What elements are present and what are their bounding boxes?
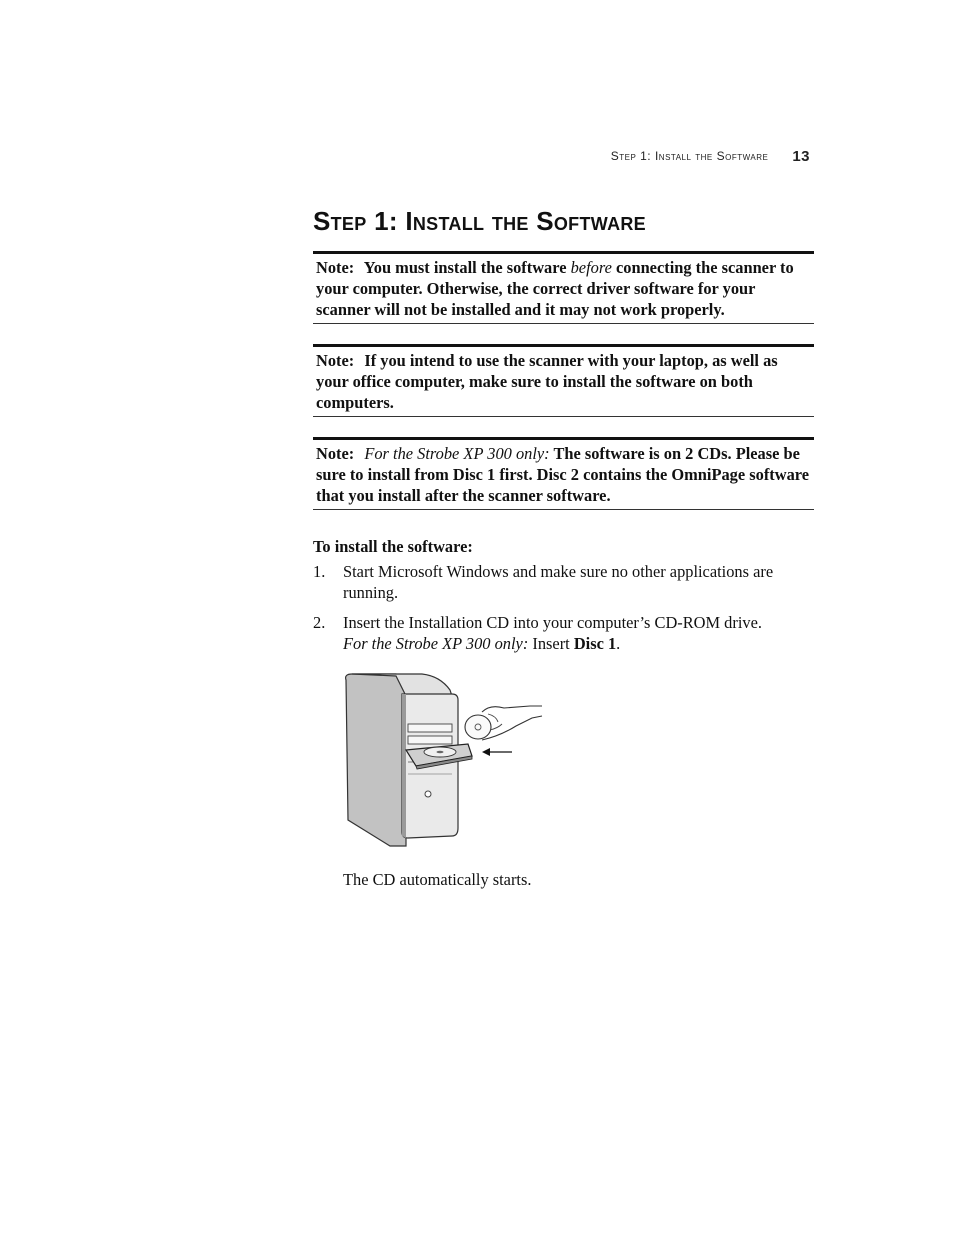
note-emphasis: For the Strobe XP 300 only: [364,444,550,463]
note-label: Note: [316,444,355,463]
note-text: The software is on 2 CDs. Please be sure to install from Disc 1 first. Disc 2 contains the OmniPage software that you install after the scanner software. [316,444,810,505]
step-number: 2. [313,613,326,632]
step-text-block [343,612,813,654]
step-number: 1. [313,562,326,581]
note-emphasis: before [570,258,612,277]
page-title: Step 1: Install the Software [313,206,646,236]
running-header [560,148,810,165]
note-laptop-office [313,344,814,417]
note-label: Note: [316,351,355,370]
note-text-before: You must install the software [363,258,567,277]
note-label: Note: [316,258,355,277]
page-number: 13 [792,148,810,165]
step-period: . [616,634,621,653]
running-header-section: Step 1: Install the Software [610,149,769,163]
step-text: Start Microsoft Windows and make sure no other applications are running. [343,562,774,602]
computer-tower-cd-insert-illustration [340,670,550,850]
step-text: Insert the Installation CD into your computer’s CD-ROM drive. [343,613,762,632]
procedure-heading: To install the software: [313,537,473,556]
note-text-after: connecting the scanner to your computer. Otherwise, the correct driver software for your scanner will not be installed and it may not work properly. [316,258,794,319]
step-insert-word: Insert [532,634,570,653]
note-strobe-two-cds [313,437,814,510]
note-text: If you intend to use the scanner with your laptop, as well as your office computer, make sure to install the software on both computers. [316,351,778,412]
step-emphasis: For the Strobe XP 300 only: [343,634,529,653]
after-text: The CD automatically starts. [343,870,532,889]
step-disc: Disc 1 [573,634,617,653]
note-install-before-connecting [313,251,814,324]
